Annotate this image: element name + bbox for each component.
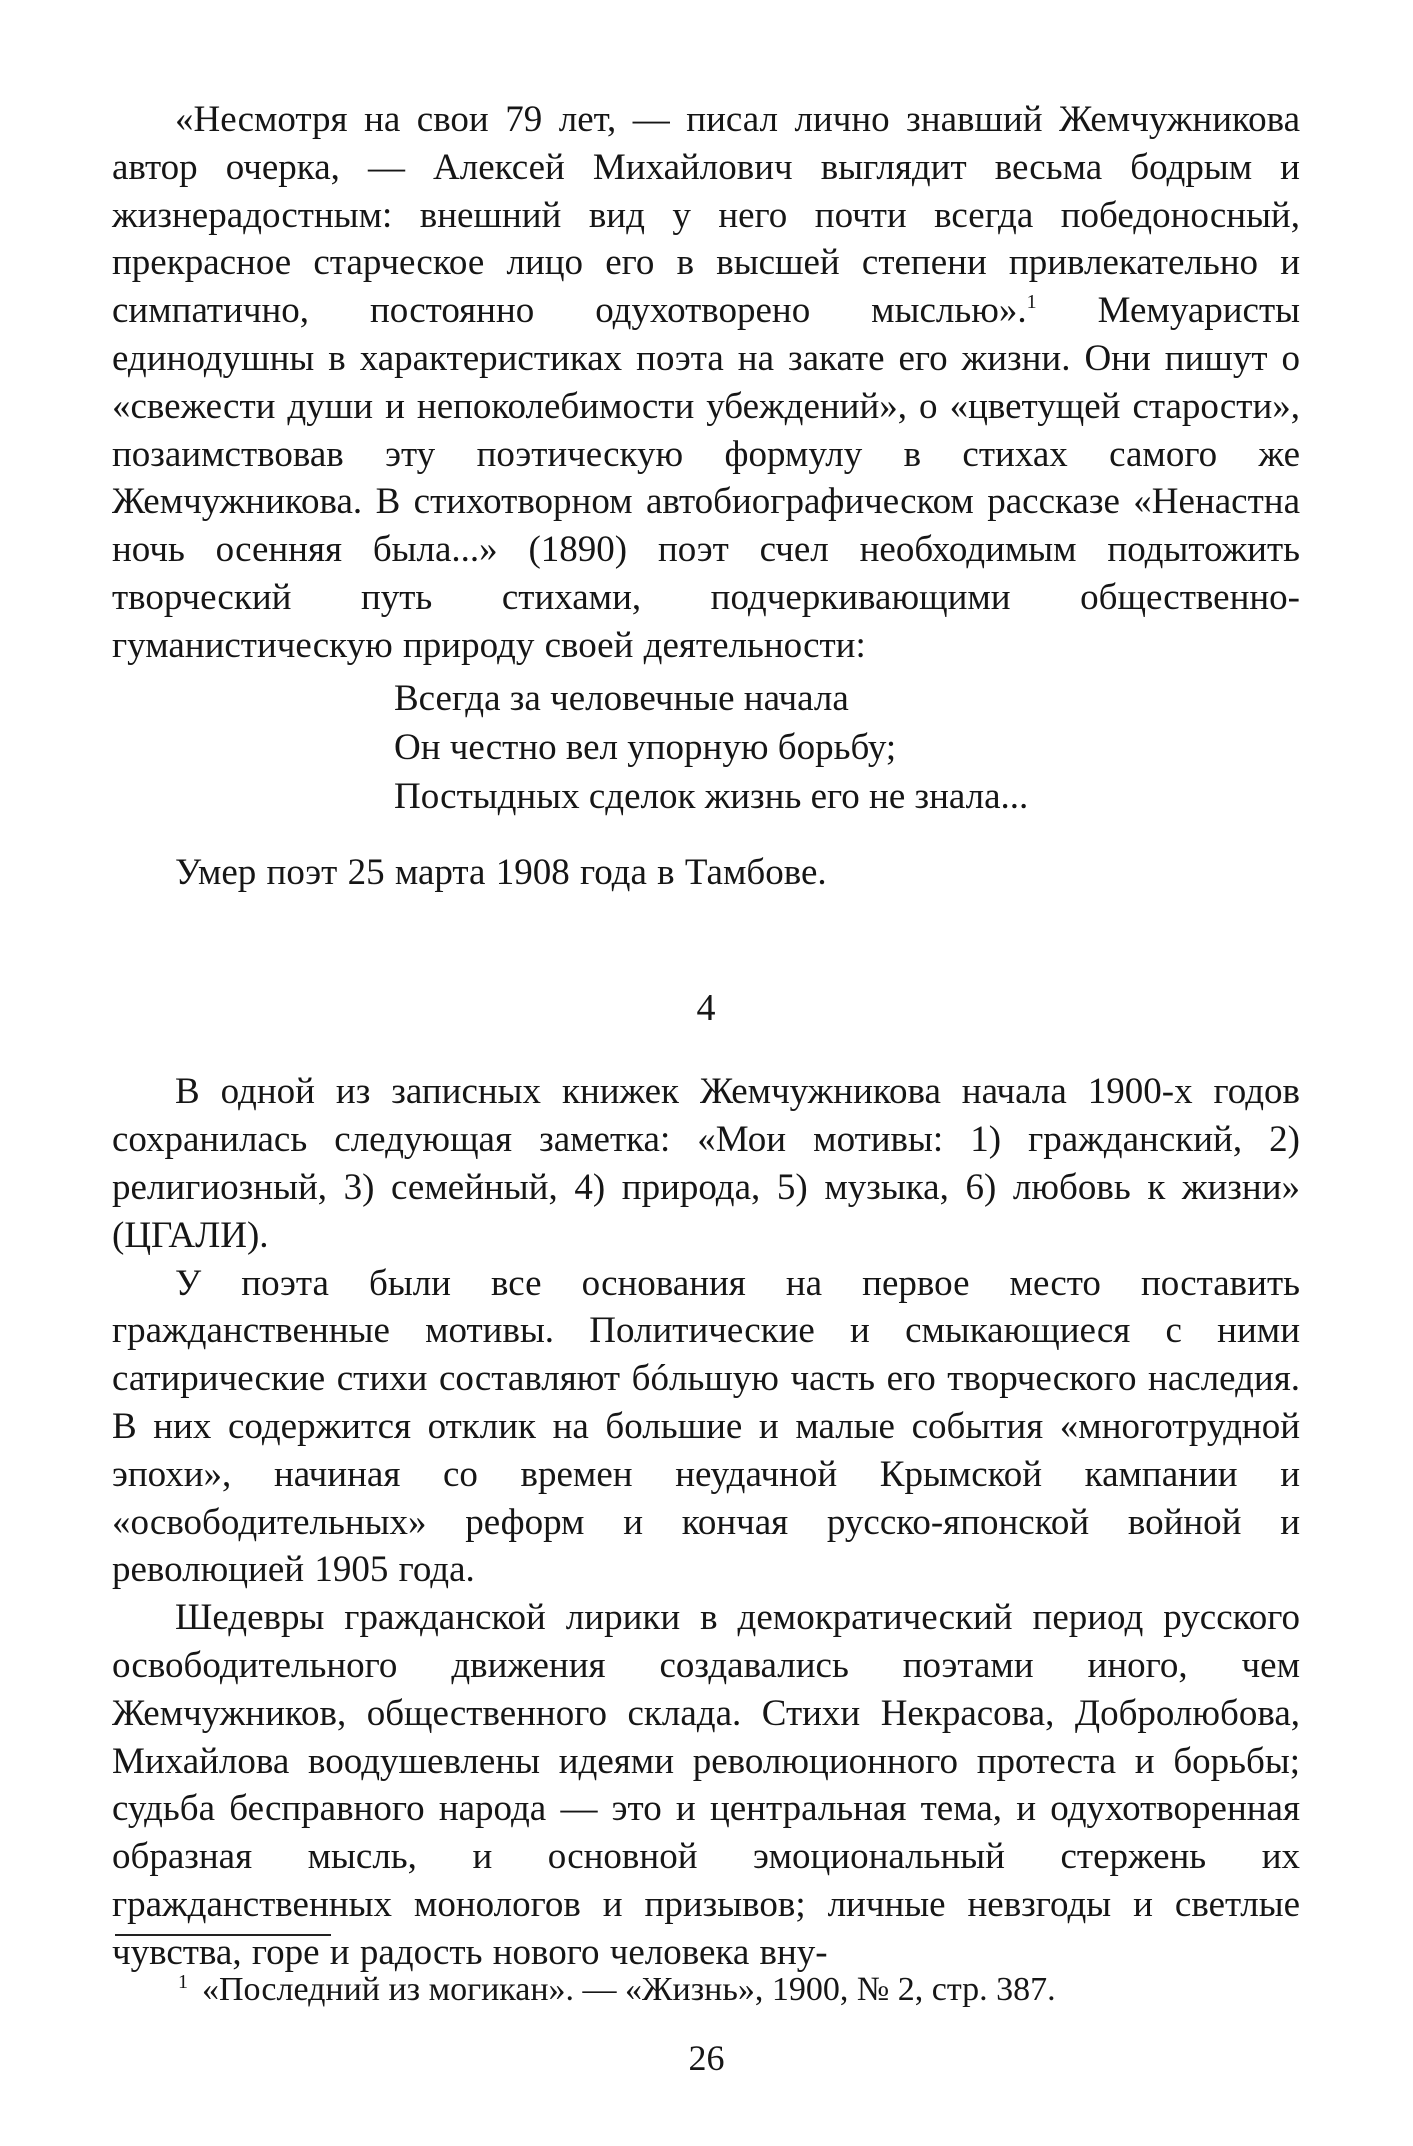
verse-line: Он честно вел упорную борьбу;: [394, 726, 897, 768]
page-content: [112, 96, 1300, 1977]
paragraph-notebook: В одной из записных книжек Жемчужникова начала 1900-х годов сохранилась следующая заметка: «Мои мотивы: 1) гражданский, 2) религиозный, 3) семейный, 4) природа, 5) музыка, 6) любовь к жизни» (ЦГАЛИ).: [112, 1071, 1300, 1256]
paragraph-civic-lyrics: Шедевры гражданской лирики в демократический период русского освободительного движения создавались поэтами иного, чем Жемчужников, общественного склада. Стихи Некрасова, Добролюбова, Михайлова воодушевлены идеями революционного протеста и борьбы; судьба бесправного народа — это и центральная тема, и одухотворенная образная мысль, и основной эмоциональный стержень их гражданственных монологов и призывов; личные невзгоды и светлые чувства, горе и радость нового человека вну-: [112, 1597, 1300, 1973]
verse-line: Всегда за человечные начала: [394, 677, 849, 719]
paragraph-civic-motifs: У поэта были все основания на первое место поставить гражданственные мотивы. Политические и смыкающиеся с ними сатирические стихи составляют бóльшую часть его творческого наследия. В них содержится отклик на большие и малые события «многотрудной эпохи», начиная со времен неудачной Крымской кампании и «освободительных» реформ и кончая русско-японской войной и революцией 1905 года.: [112, 1262, 1300, 1591]
paragraph-memoir-quote: [112, 96, 1300, 670]
paragraph-text: «Несмотря на свои 79 лет, — писал лично знавший Жемчужникова автор очерка, — Алексей Михайлович выглядит весьма бодрым и жизнерадостным: внешний вид у него почти всегда победоносный, прекрасное старческое лицо его в высшей степени привлекательно и симпатично, постоянно одухотворено мыслью».: [112, 99, 1300, 332]
footnote-reference: 1: [1026, 291, 1037, 314]
paragraph-text-continued: Мемуаристы единодушны в характеристиках поэта на закате его жизни. Они пишут о «свежести души и непоколебимости убеждений», о «цветущей старости», позаимствовав эту поэтическую формулу в стихах самого же Жемчужникова. В стихотворном автобиографическом рассказе «Ненастна ночь осенняя была...» (1890) поэт счел необходимым подытожить творческий путь стихами, подчеркивающими общественно-гуманистическую природу своей деятельности:: [112, 290, 1301, 666]
verse-quote: [394, 670, 1300, 821]
footnote-text: «Последний из могикан». — «Жизнь», 1900, № 2, стр. 387.: [202, 1971, 1056, 2008]
paragraph-death-note: Умер поэт 25 марта 1908 года в Тамбове.: [175, 851, 827, 893]
footnote-divider: [115, 1934, 331, 1936]
page-number: 26: [688, 2038, 725, 2078]
verse-line: Постыдных сделок жизнь его не знала...: [394, 775, 1029, 817]
footnote-mark: 1: [178, 1971, 188, 1993]
section-number: 4: [696, 987, 716, 1030]
footnote: [178, 1960, 1056, 2012]
